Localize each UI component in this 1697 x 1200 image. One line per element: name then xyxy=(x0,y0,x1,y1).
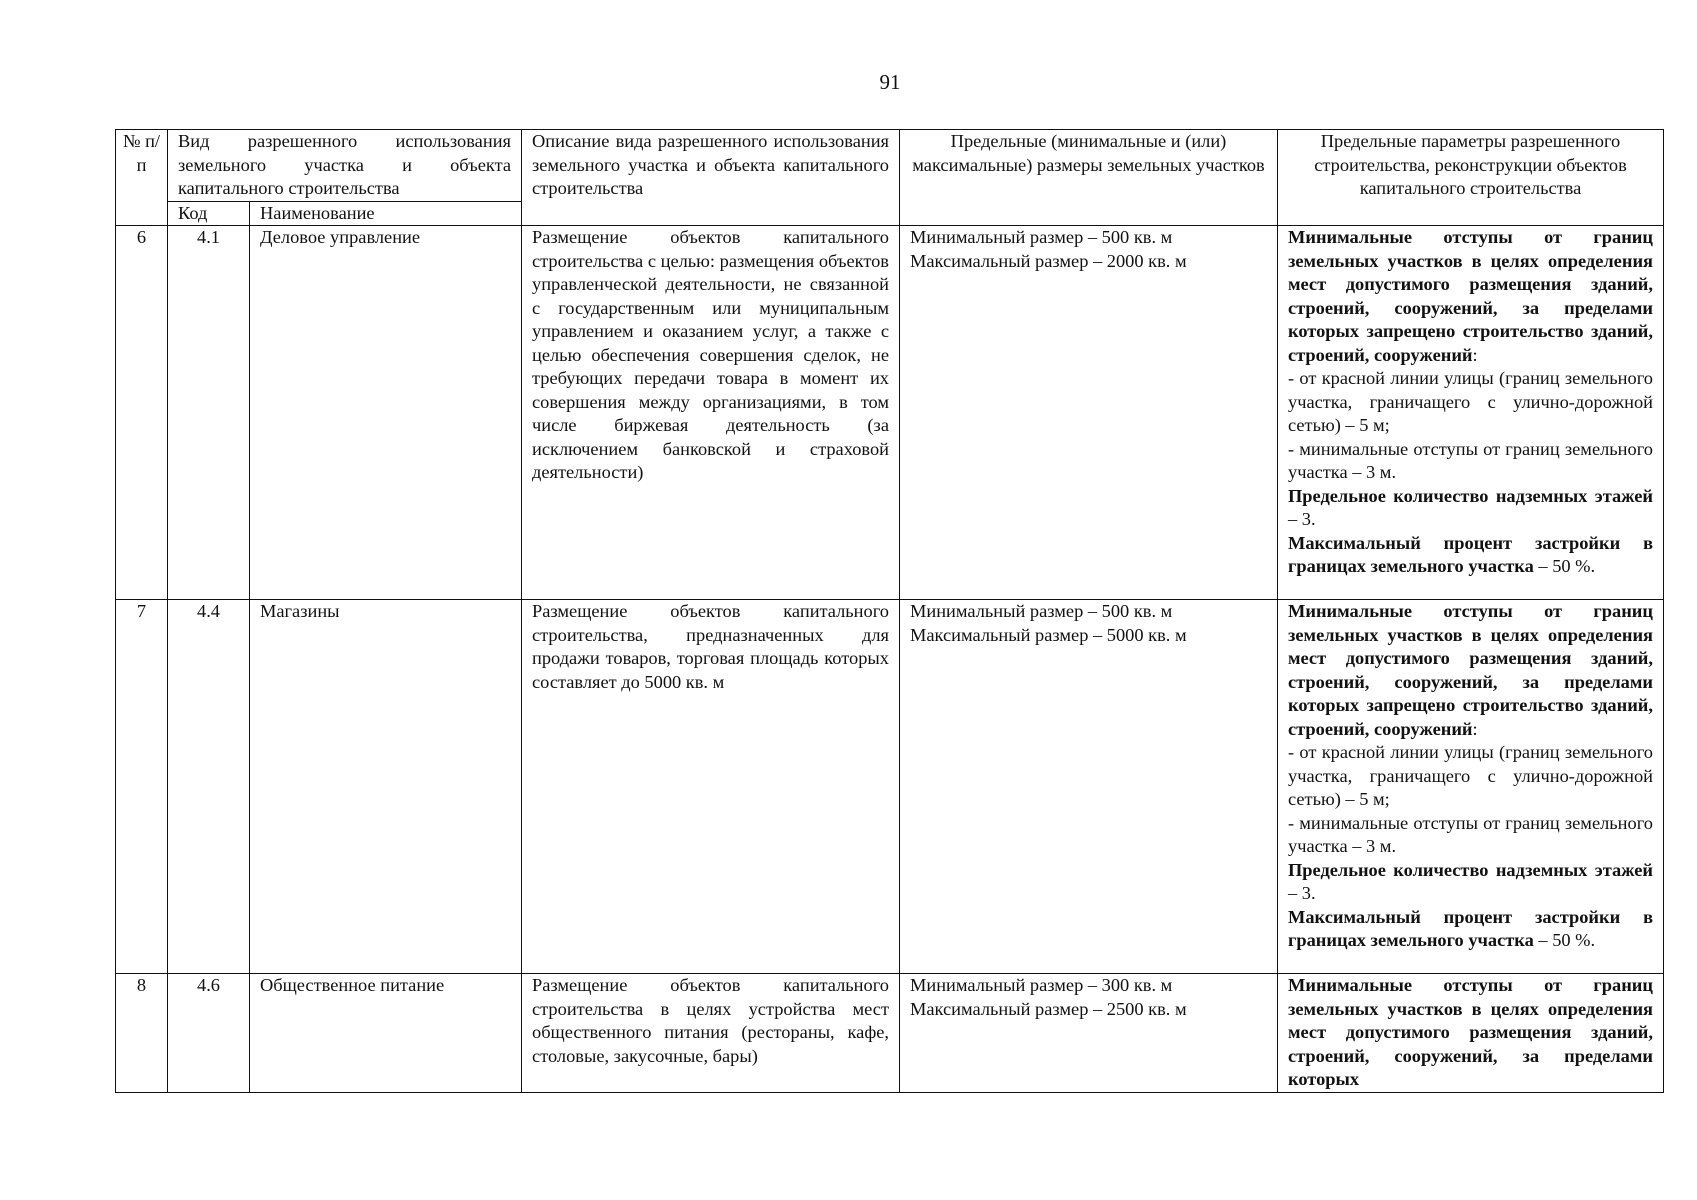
header-description: Описание вида разрешенного использования земельного участка и объекта капитального строительства xyxy=(522,130,900,226)
row-num: 8 xyxy=(116,974,168,1093)
row-sizes xyxy=(900,226,1278,600)
row-params xyxy=(1278,974,1664,1093)
coverage-value: – 50 %. xyxy=(1533,930,1596,950)
coverage-title: Максимальный процент застройки в границах земельного участка xyxy=(1288,532,1653,576)
row-name: Магазины xyxy=(250,600,522,974)
header-params: Предельные параметры разрешенного строительства, реконструкции объектов капитального строительства xyxy=(1278,130,1664,226)
min-size: Минимальный размер – 300 кв. м xyxy=(910,975,1173,995)
row-params xyxy=(1278,600,1664,974)
table-row xyxy=(116,974,1664,1093)
min-setback: - минимальные отступы от границ земельного участка – 3 м. xyxy=(1288,812,1653,856)
floors-title: Предельное количество надземных этажей xyxy=(1288,859,1653,880)
max-size: Максимальный размер – 5000 кв. м xyxy=(910,624,1187,645)
row-description: Размещение объектов капитального строительства с целью: размещения объектов управленческой деятельности, не связанной с государственным или муниципальным управлением и оказанием услуг, а также с целью обеспечения совершения сделок, не требующих передачи товара в момент их совершения между организациями, в том числе биржевая деятельность (за исключением банковской и страховой деятельности) xyxy=(522,226,900,600)
table-row xyxy=(116,226,1664,600)
floors-value: – 3. xyxy=(1288,883,1316,903)
floors-title: Предельное количество надземных этажей xyxy=(1288,485,1653,506)
coverage-title: Максимальный процент застройки в границах земельного участка xyxy=(1288,906,1653,950)
max-size: Максимальный размер – 2000 кв. м xyxy=(910,250,1187,271)
red-line-setback: - от красной линии улицы (границ земельного участка, граничащего с улично-дорожной сетью) – 5 м; xyxy=(1288,742,1653,809)
min-size: Минимальный размер – 500 кв. м xyxy=(910,601,1173,621)
table-header-row xyxy=(116,130,1664,202)
land-use-table xyxy=(115,129,1664,1093)
min-size: Минимальный размер – 500 кв. м xyxy=(910,227,1173,247)
row-code: 4.1 xyxy=(168,226,250,600)
row-description: Размещение объектов капитального строительства в целях устройства мест общественного питания (рестораны, кафе, столовые, закусочные, бары) xyxy=(522,974,900,1093)
setbacks-title: Минимальные отступы от границ земельных участков в целях определения мест допустимого размещения зданий, строений, сооружений, за пределами которых xyxy=(1288,975,1653,1089)
row-num: 7 xyxy=(116,600,168,974)
row-code: 4.4 xyxy=(168,600,250,974)
row-description: Размещение объектов капитального строительства, предназначенных для продажи товаров, торговая площадь которых составляет до 5000 кв. м xyxy=(522,600,900,974)
row-sizes xyxy=(900,974,1278,1093)
header-sizes: Предельные (минимальные и (или) максимальные) размеры земельных участков xyxy=(900,130,1278,226)
row-code: 4.6 xyxy=(168,974,250,1093)
max-size: Максимальный размер – 2500 кв. м xyxy=(910,998,1187,1019)
setbacks-colon: : xyxy=(1472,718,1478,739)
row-sizes xyxy=(900,600,1278,974)
row-name: Общественное питание xyxy=(250,974,522,1093)
floors-value: – 3. xyxy=(1288,509,1316,529)
table-row xyxy=(116,600,1664,974)
row-params xyxy=(1278,226,1664,600)
header-code: Код xyxy=(168,201,250,226)
row-name: Деловое управление xyxy=(250,226,522,600)
header-num: № п/п xyxy=(116,130,168,226)
header-kind-group: Вид разрешенного использования земельного участка и объекта капитального строительства xyxy=(168,130,522,202)
setbacks-title: Минимальные отступы от границ земельных участков в целях определения мест допустимого размещения зданий, строений, сооружений, за пределами которых запрещено строительство зданий, строений, сооружений xyxy=(1288,227,1653,365)
row-num: 6 xyxy=(116,226,168,600)
red-line-setback: - от красной линии улицы (границ земельного участка, граничащего с улично-дорожной сетью) – 5 м; xyxy=(1288,368,1653,435)
setbacks-title: Минимальные отступы от границ земельных участков в целях определения мест допустимого размещения зданий, строений, сооружений, за пределами которых запрещено строительство зданий, строений, сооружений xyxy=(1288,601,1653,739)
page-number: 91 xyxy=(879,70,901,94)
coverage-value: – 50 %. xyxy=(1533,556,1596,576)
header-name: Наименование xyxy=(250,201,522,226)
min-setback: - минимальные отступы от границ земельного участка – 3 м. xyxy=(1288,438,1653,482)
setbacks-colon: : xyxy=(1472,344,1478,365)
